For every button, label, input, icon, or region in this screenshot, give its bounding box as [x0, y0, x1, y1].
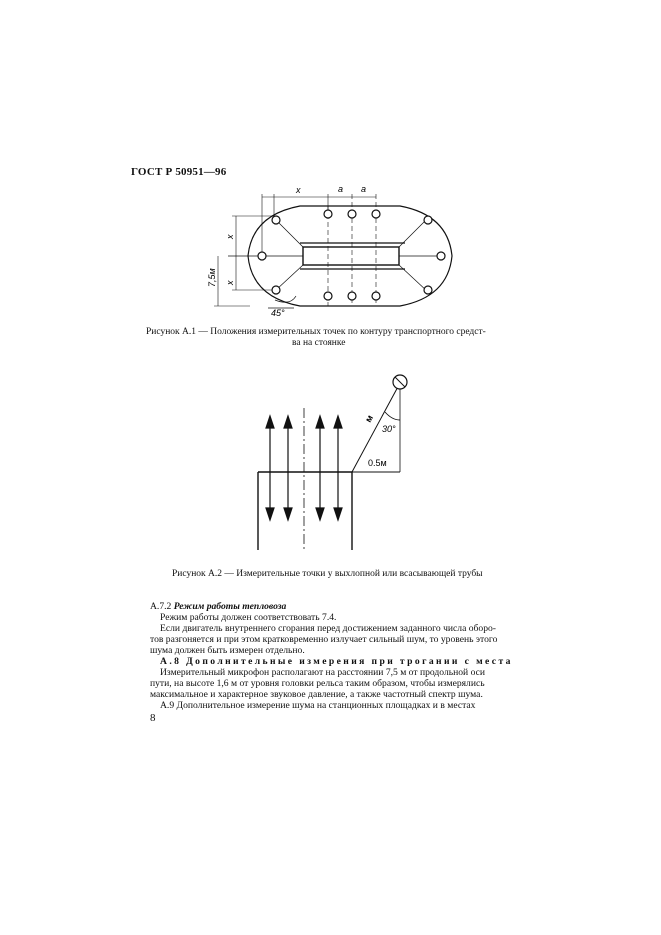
- measurement-point: [348, 210, 356, 218]
- page-number: 8: [150, 712, 156, 724]
- label-0-5m: 0.5м: [368, 458, 387, 468]
- label-angle-45: 45°: [271, 308, 285, 318]
- measurement-point: [272, 286, 280, 294]
- figure-a2-diagram: [250, 362, 420, 554]
- label-m: м: [363, 413, 376, 424]
- vehicle-body: [303, 247, 399, 265]
- section-a72-number: А.7.2: [150, 601, 172, 612]
- section-a9-heading: А.9 Дополнительное измерение шума на станционных площадках и в местах: [160, 700, 476, 711]
- label-x-side-upper: x: [225, 234, 235, 239]
- section-a72-heading: [150, 601, 286, 612]
- label-a-left: a: [338, 184, 344, 194]
- measurement-point: [372, 210, 380, 218]
- label-a-right: a: [361, 184, 367, 194]
- measurement-point: [424, 216, 432, 224]
- paragraph-line: Если двигатель внутреннего сгорания перед достижением заданного числа оборо-: [160, 623, 496, 634]
- label-x-top: x: [296, 185, 301, 195]
- label-x-side-lower: x: [225, 280, 235, 285]
- body-text: [150, 601, 524, 709]
- label-7-5m: 7,5м: [207, 268, 217, 287]
- measurement-point: [272, 216, 280, 224]
- section-a8-heading: А.8 Дополнительные измерения при трогании с места: [160, 656, 513, 667]
- label-angle-30: 30°: [382, 424, 396, 434]
- measurement-point: [348, 292, 356, 300]
- paragraph-line: Измерительный микрофон располагают на расстоянии 7,5 м от продольной оси: [160, 667, 485, 678]
- measurement-point: [258, 252, 266, 260]
- figure-a1-caption-line1: Рисунок А.1 — Положения измерительных точек по контуру транспортного средст-: [146, 327, 486, 337]
- measurement-point: [424, 286, 432, 294]
- paragraph-line: шума должен быть измерен отдельно.: [150, 645, 305, 656]
- paragraph-line: пути, на высоте 1,6 м от уровня головки рельса таким образом, чтобы измерялись: [150, 678, 485, 689]
- figure-a2-caption: Рисунок А.2 — Измерительные точки у выхлопной или всасывающей трубы: [172, 569, 483, 579]
- measurement-point: [372, 292, 380, 300]
- paragraph-line: Режим работы должен соответствовать 7.4.: [160, 612, 337, 623]
- measurement-point: [437, 252, 445, 260]
- paragraph-line: тов разгоняется и при этом кратковременно излучает сильный шум, то уровень этого: [150, 634, 498, 645]
- figure-a1-caption-line2: ва на стоянке: [292, 338, 346, 348]
- document-code: ГОСТ Р 50951—96: [131, 166, 227, 178]
- measurement-point: [324, 210, 332, 218]
- measurement-points: [258, 210, 445, 300]
- figure-a1-diagram: [200, 180, 460, 320]
- paragraph-line: максимальное и характерное звуковое давление, а также частотный спектр шума.: [150, 689, 483, 700]
- section-a72-title: Режим работы тепловоза: [173, 601, 287, 612]
- measurement-point: [324, 292, 332, 300]
